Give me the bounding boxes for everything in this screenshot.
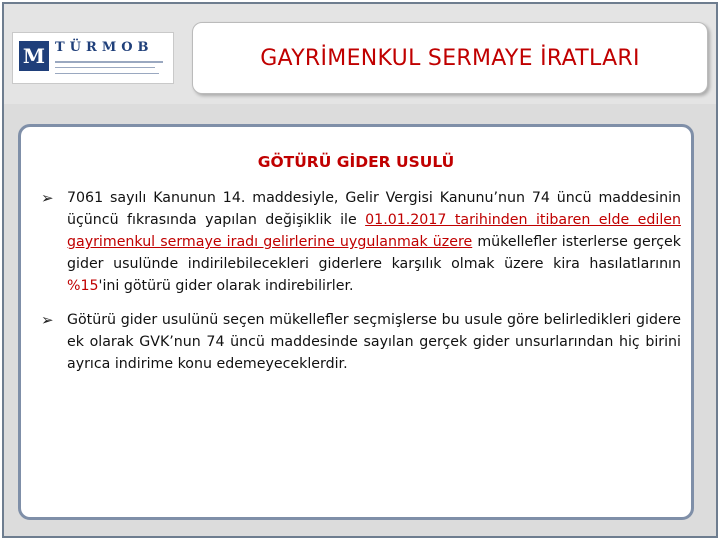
content-card xyxy=(18,124,694,520)
logo-divider xyxy=(55,67,155,68)
highlighted-text: 01.01.2017 tarihinden itibaren elde edilen gayrimenkul sermaye iradı gelirlerine uygulanmak üzere xyxy=(67,212,681,250)
bullet-text: 'ini götürü gider olarak indirebilirler. xyxy=(98,278,354,294)
bullet-item xyxy=(41,187,681,297)
turmob-logo xyxy=(12,32,174,84)
arrow-bullet-icon: ➢ xyxy=(41,311,54,329)
percentage-value: %15 xyxy=(67,278,99,294)
bullet-item xyxy=(41,309,681,375)
logo-divider xyxy=(55,61,163,63)
logo-divider xyxy=(55,73,159,74)
bullet-text: Götürü gider usulünü seçen mükellefler seçmişlerse bu usule göre belirledikleri gidere ek olarak GVK’nun 74 üncü maddesinde sayılan gerçek gider unsurlarından hiç birini ayrıca indirime konu edemeyeceklerdir. xyxy=(67,312,681,372)
section-subtitle: GÖTÜRÜ GİDER USULÜ xyxy=(257,153,455,171)
bullet-list xyxy=(41,187,681,375)
logo-mark-icon: M xyxy=(19,41,49,71)
page-title: GAYRİMENKUL SERMAYE İRATLARI xyxy=(260,45,640,71)
logo-text: TÜRMOB xyxy=(55,40,154,55)
header-band xyxy=(4,4,716,104)
bullet-text: 7061 sayılı Kanunun 14. maddesiyle, Gelir Vergisi Kanunu’nun 74 üncü maddesinin üçüncü fıkrasında yapılan değişiklik ile xyxy=(67,190,681,228)
title-box xyxy=(192,22,708,94)
arrow-bullet-icon: ➢ xyxy=(41,189,54,207)
bullet-text: mükellefler isterlerse gerçek gider usulünde indirilebilecekleri giderlere karşılık olmak üzere kira hasılatlarının xyxy=(67,234,681,272)
